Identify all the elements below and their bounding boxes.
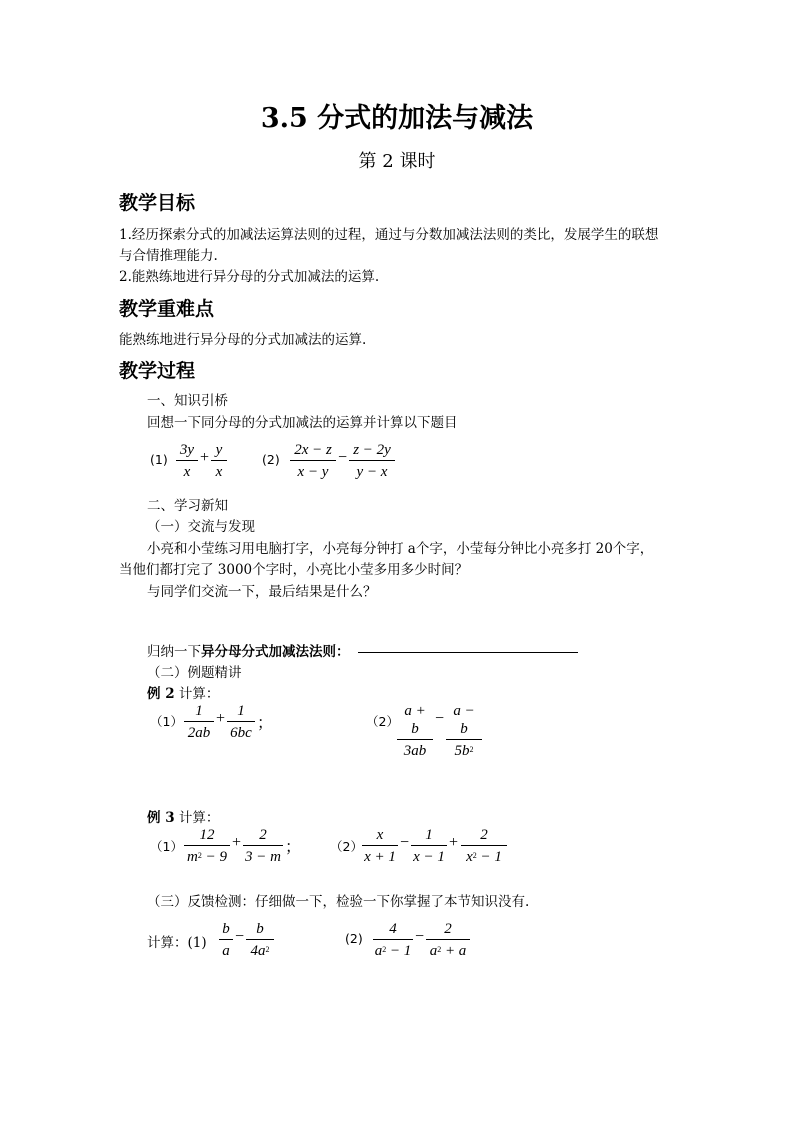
- example-3-label-1: （1）: [150, 839, 183, 854]
- example-3-label: 例 3: [147, 810, 175, 826]
- objective-1-line-2: 与合情推理能力.: [119, 248, 218, 264]
- example-3-heading: 例 3 计算：: [147, 810, 220, 826]
- part2-title: 二、学习新知: [147, 498, 228, 514]
- fraction-1-over-2ab: $\frac{1}{2ab}$: [184, 702, 214, 742]
- fraction-2-over-a2-plus-a: $\frac{2}{a^2 + a}$: [426, 920, 470, 960]
- sub1-title: （一）交流与发现: [147, 519, 255, 535]
- answer-blank-line[interactable]: [358, 652, 578, 653]
- objective-2: 2.能熟练地进行异分母的分式加减法的运算.: [119, 269, 380, 285]
- sub3-title: （三）反馈检测：仔细做一下，检验一下你掌握了本节知识没有.: [147, 894, 530, 910]
- plus-sign: +: [200, 449, 210, 466]
- objectives-heading: 教学目标: [119, 192, 196, 214]
- example-3-label-2: （2）: [330, 839, 363, 854]
- fraction-b-over-a: $\frac{b}{a}$: [219, 920, 233, 960]
- fraction-z-2y-over-y-x: $\frac{z - 2y}{y - x}$: [349, 441, 395, 481]
- fraction-1-over-6bc: $\frac{1}{6bc}$: [227, 702, 255, 742]
- fraction-a-plus-b-over-3ab: $\frac{a + b}{3ab}$: [397, 702, 433, 760]
- sub1-text-line-2: 当他们都打完了 3000个字时，小亮比小莹多用多少时间？: [119, 562, 469, 578]
- minus-sign: −: [400, 834, 410, 851]
- sub1-text-line-3: 与同学们交流一下，最后结果是什么？: [147, 584, 377, 600]
- semicolon: ；: [285, 839, 302, 856]
- fraction-3y-over-x: $\frac{3y}{x}$: [176, 441, 198, 481]
- minus-sign: −: [235, 928, 245, 945]
- check-label-2: (2): [345, 931, 363, 946]
- objective-1-line-1: 1.经历探索分式的加减法运算法则的过程，通过与分数加减法法则的类比，发展学生的联想: [119, 227, 659, 243]
- minus-sign: −: [435, 710, 445, 727]
- plus-sign: +: [232, 834, 242, 851]
- plus-sign: +: [216, 710, 226, 727]
- page-subtitle: 第 2 课时: [358, 151, 436, 172]
- part1-title: 一、知识引桥: [147, 393, 228, 409]
- fraction-2-over-x2-minus-1: $\frac{2}{x^2 - 1}$: [461, 826, 507, 866]
- example-2-label-1: （1）: [150, 714, 183, 729]
- minus-sign: −: [415, 928, 425, 945]
- key-points-heading: 教学重难点: [119, 298, 215, 320]
- fraction-x-over-x-plus-1: $\frac{x}{x + 1}$: [362, 826, 398, 866]
- example-2-label: 例 2: [147, 686, 175, 702]
- summary-rule-label: 异分母分式加减法法则：: [201, 644, 350, 660]
- summary-line: [147, 640, 350, 660]
- page-title: 3.5 分式的加法与减法: [260, 103, 534, 134]
- semicolon: ；: [257, 715, 274, 732]
- part1-text: 回想一下同分母的分式加减法的运算并计算以下题目: [147, 415, 458, 431]
- fraction-a-minus-b-over-5b2: $\frac{a - b}{5b^2}$: [446, 702, 482, 760]
- sub1-text-line-1: 小亮和小莹练习用电脑打字，小亮每分钟打 a个字，小莹每分钟比小亮多打 20个字，: [147, 541, 654, 557]
- check-label-1: 计算：(1): [147, 935, 207, 951]
- example-2-label-2: （2）: [366, 714, 399, 729]
- fraction-2x-z-over-x-y: $\frac{2x - z}{x - y}$: [290, 441, 336, 481]
- sub2-title: （二）例题精讲: [147, 665, 242, 681]
- fraction-4-over-a2-minus-1: $\frac{4}{a^2 - 1}$: [374, 921, 412, 959]
- formula-label-2: (2): [262, 452, 280, 467]
- formula-label-1: (1): [150, 452, 168, 467]
- fraction-12-over-m2-9: $\frac{12}{m^2 - 9}$: [184, 826, 230, 866]
- fraction-y-over-x: $\frac{y}{x}$: [211, 441, 227, 481]
- key-points-text: 能熟练地进行异分母的分式加减法的运算.: [119, 332, 367, 348]
- fraction-1-over-x-minus-1: $\frac{1}{x - 1}$: [411, 826, 447, 866]
- plus-sign: +: [449, 834, 459, 851]
- minus-sign: −: [338, 449, 348, 466]
- fraction-2-over-3-m: $\frac{2}{3 - m}$: [243, 826, 283, 866]
- summary-prefix: 归纳一下: [147, 644, 201, 660]
- fraction-b-over-4a2: $\frac{b}{4a^2}$: [246, 920, 274, 960]
- example-2-heading: 例 2 计算：: [147, 686, 220, 702]
- process-heading: 教学过程: [119, 360, 196, 382]
